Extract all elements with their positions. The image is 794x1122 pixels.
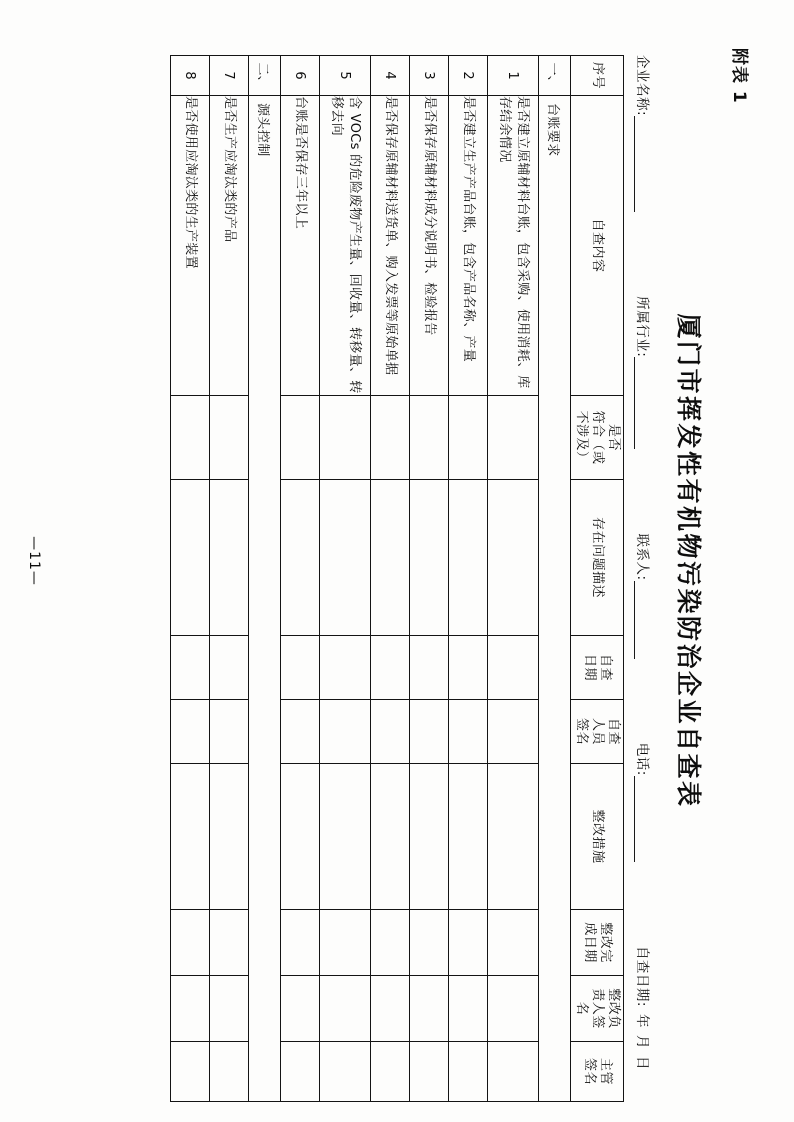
header-rectification-date [571, 910, 624, 976]
table-header-row [571, 56, 624, 1102]
cell-rectification-measure[interactable] [281, 764, 320, 910]
header-selfcheck-signer-line3: 签名 [573, 717, 589, 745]
cell-rectification-signer[interactable] [371, 976, 410, 1042]
selfcheck-date-label: 自查日期: [634, 945, 650, 1007]
cell-conformance[interactable] [320, 396, 371, 480]
row-content: 是否保存原辅材料送货单、购入发票等原始单据 [371, 96, 410, 396]
cell-conformance[interactable] [449, 396, 488, 480]
cell-rectification-date[interactable] [171, 910, 210, 976]
row-number: 1 [488, 56, 539, 96]
cell-supervisor-signature[interactable] [488, 1042, 539, 1102]
cell-selfcheck-signer[interactable] [281, 700, 320, 764]
cell-problem-description[interactable] [488, 480, 539, 636]
cell-rectification-date[interactable] [210, 910, 249, 976]
row-content: 是否建立原辅材料台账，包含采购、使用消耗、库存结余情况 [488, 96, 539, 396]
cell-selfcheck-date[interactable] [410, 636, 449, 700]
header-problem-description: 存在问题描述 [571, 480, 624, 636]
page-number: —11— [26, 536, 42, 586]
cell-rectification-signer[interactable] [320, 976, 371, 1042]
cell-problem-description[interactable] [371, 480, 410, 636]
header-selfcheck-signer [571, 700, 624, 764]
cell-conformance[interactable] [281, 396, 320, 480]
month-label: 月 [634, 1035, 650, 1049]
header-selfcheck-date-line1: 自查 [598, 653, 614, 681]
header-conformance-line1: 是否 [606, 423, 622, 451]
cell-rectification-date[interactable] [371, 910, 410, 976]
header-selfcheck-date [571, 636, 624, 700]
cell-rectification-measure[interactable] [320, 764, 371, 910]
table-row [281, 56, 320, 1102]
cell-conformance[interactable] [210, 396, 249, 480]
attachment-label: 附表 1 [729, 48, 749, 104]
cell-conformance[interactable] [371, 396, 410, 480]
phone-field [634, 743, 654, 862]
industry-value[interactable] [634, 357, 649, 449]
cell-rectification-date[interactable] [449, 910, 488, 976]
cell-problem-description[interactable] [449, 480, 488, 636]
cell-rectification-date[interactable] [488, 910, 539, 976]
cell-selfcheck-signer[interactable] [371, 700, 410, 764]
header-selfcheck-signer-line2: 人员 [590, 717, 606, 745]
section-title: 源头控制 [249, 96, 281, 1102]
company-name-value[interactable] [634, 116, 649, 212]
cell-problem-description[interactable] [171, 480, 210, 636]
header-selfcheck-date-line2: 日期 [582, 653, 597, 681]
header-conformance-line3: 不涉及） [573, 410, 589, 465]
row-number: 2 [449, 56, 488, 96]
cell-supervisor-signature[interactable] [320, 1042, 371, 1102]
cell-selfcheck-date[interactable] [320, 636, 371, 700]
row-number: 4 [371, 56, 410, 96]
page-title: 厦门市挥发性有机物污染防治企业自查表 [674, 313, 703, 809]
table-section-row [249, 56, 281, 1102]
cell-rectification-date[interactable] [410, 910, 449, 976]
row-content: 台账是否保存三年以上 [281, 96, 320, 396]
cell-supervisor-signature[interactable] [171, 1042, 210, 1102]
row-content: 是否建立生产产品台账，包含产品名称、产量 [449, 96, 488, 396]
cell-rectification-measure[interactable] [488, 764, 539, 910]
row-number: 7 [210, 56, 249, 96]
cell-rectification-measure[interactable] [449, 764, 488, 910]
row-number: 8 [171, 56, 210, 96]
header-conformance-line2: 符合（或 [590, 410, 606, 465]
row-content: 是否保存原辅材料成分说明书、检验报告 [410, 96, 449, 396]
header-rectification-date-line1: 整改完 [598, 922, 614, 963]
cell-supervisor-signature[interactable] [449, 1042, 488, 1102]
cell-rectification-signer[interactable] [410, 976, 449, 1042]
header-supervisor-line2: 签名 [582, 1057, 597, 1085]
table-row [371, 56, 410, 1102]
table-row [320, 56, 371, 1102]
cell-selfcheck-signer[interactable] [210, 700, 249, 764]
cell-rectification-measure[interactable] [371, 764, 410, 910]
cell-problem-description[interactable] [281, 480, 320, 636]
table-row [171, 56, 210, 1102]
meta-fields-row [634, 55, 654, 1070]
header-rectification-signer-line3: 名 [573, 1001, 589, 1016]
selfcheck-table [170, 55, 624, 1102]
row-content: 是否生产应淘汰类的产品 [210, 96, 249, 396]
selfcheck-date-field [634, 946, 654, 1070]
header-rectification-signer-line1: 整改负 [606, 988, 622, 1029]
header-selfcheck-signer-line1: 自查 [606, 717, 622, 745]
cell-supervisor-signature[interactable] [410, 1042, 449, 1102]
row-number: 5 [320, 56, 371, 96]
cell-selfcheck-date[interactable] [210, 636, 249, 700]
cell-selfcheck-signer[interactable] [320, 700, 371, 764]
table-row [449, 56, 488, 1102]
table-row [488, 56, 539, 1102]
cell-conformance[interactable] [171, 396, 210, 480]
row-content: 是否使用应淘汰类的生产装置 [171, 96, 210, 396]
cell-rectification-signer[interactable] [449, 976, 488, 1042]
company-name-field [634, 55, 654, 212]
table-section-row [539, 56, 571, 1102]
cell-rectification-measure[interactable] [210, 764, 249, 910]
header-rectification-signer-line2: 责人签 [590, 988, 606, 1029]
industry-label: 所属行业: [634, 296, 650, 358]
cell-supervisor-signature[interactable] [371, 1042, 410, 1102]
cell-selfcheck-signer[interactable] [449, 700, 488, 764]
cell-selfcheck-date[interactable] [281, 636, 320, 700]
cell-rectification-date[interactable] [281, 910, 320, 976]
table-row [210, 56, 249, 1102]
table-row [410, 56, 449, 1102]
industry-field [634, 296, 654, 449]
contact-field [634, 533, 654, 658]
cell-selfcheck-signer[interactable] [488, 700, 539, 764]
phone-label: 电话: [634, 742, 650, 776]
cell-rectification-signer[interactable] [210, 976, 249, 1042]
year-label: 年 [634, 1014, 650, 1028]
cell-problem-description[interactable] [210, 480, 249, 636]
cell-selfcheck-date[interactable] [488, 636, 539, 700]
row-number: 3 [410, 56, 449, 96]
cell-selfcheck-signer[interactable] [410, 700, 449, 764]
contact-label: 联系人: [634, 533, 650, 581]
header-content: 自查内容 [571, 96, 624, 396]
cell-rectification-signer[interactable] [171, 976, 210, 1042]
section-title: 台账要求 [539, 96, 571, 1102]
cell-rectification-signer[interactable] [281, 976, 320, 1042]
row-content: 含 VOCs 的危险废物产生量、回收量、转移量、转移去向 [320, 96, 371, 396]
cell-supervisor-signature[interactable] [281, 1042, 320, 1102]
cell-conformance[interactable] [488, 396, 539, 480]
section-number: 一、 [539, 56, 571, 96]
day-label: 日 [634, 1056, 650, 1070]
header-supervisor-line1: 主管 [598, 1057, 614, 1085]
phone-value[interactable] [634, 776, 649, 862]
cell-selfcheck-date[interactable] [371, 636, 410, 700]
cell-problem-description[interactable] [320, 480, 371, 636]
header-no: 序号 [571, 56, 624, 96]
header-rectification-date-line2: 成日期 [582, 922, 597, 963]
cell-selfcheck-signer[interactable] [171, 700, 210, 764]
header-supervisor-signature [571, 1042, 624, 1102]
contact-value[interactable] [634, 581, 649, 659]
cell-rectification-signer[interactable] [488, 976, 539, 1042]
cell-selfcheck-date[interactable] [449, 636, 488, 700]
header-rectification-measure: 整改措施 [571, 764, 624, 910]
cell-problem-description[interactable] [410, 480, 449, 636]
cell-rectification-measure[interactable] [410, 764, 449, 910]
cell-conformance[interactable] [410, 396, 449, 480]
row-number: 6 [281, 56, 320, 96]
cell-supervisor-signature[interactable] [210, 1042, 249, 1102]
cell-rectification-date[interactable] [320, 910, 371, 976]
company-name-label: 企业名称: [634, 55, 650, 117]
header-conformance [571, 396, 624, 480]
table-body [171, 56, 571, 1102]
header-rectification-signer [571, 976, 624, 1042]
cell-selfcheck-date[interactable] [171, 636, 210, 700]
section-number: 二、 [249, 56, 281, 96]
cell-rectification-measure[interactable] [171, 764, 210, 910]
